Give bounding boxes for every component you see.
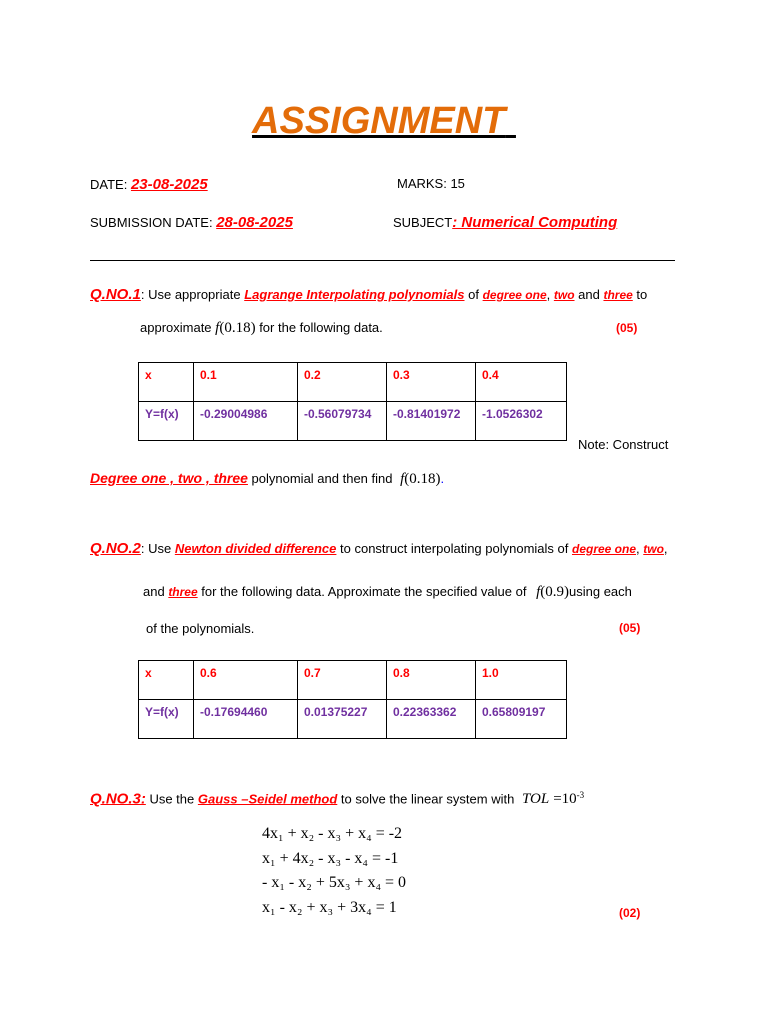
equation-3: - x₁ - x₂ + 5x₃ + x₄ = 0: [262, 874, 407, 891]
header-divider: [90, 260, 675, 261]
q2-method: Newton divided difference: [174, 541, 337, 556]
marks-label: MARKS: 15: [397, 176, 465, 191]
q1-label: Q.NO.1: [90, 286, 141, 303]
table-row: x 0.6 0.7 0.8 1.0: [139, 661, 567, 700]
table-row: x 0.1 0.2 0.3 0.4: [139, 363, 567, 402]
q1-note: Note: Construct: [578, 437, 669, 452]
q1-line2: approximate f(0.18) for the following data.: [140, 320, 383, 336]
q2-marks: (05): [619, 621, 641, 635]
q1-line1: Q.NO.1: Use appropriate Lagrange Interpolating polynomials of degree one, two and three to: [90, 286, 648, 303]
q1-method: Lagrange Interpolating polynomials: [244, 287, 465, 302]
equation-1: 4x₁ + x₂ - x₃ + x₄ = -2: [262, 825, 403, 842]
q1-data-table: [138, 362, 567, 441]
date-label: DATE:: [90, 177, 128, 192]
q2-label: Q.NO.2: [90, 540, 141, 557]
submission-label: SUBMISSION DATE:: [90, 215, 213, 230]
q2-line2: and three for the following data. Approximate the specified value of f(0.9)using each: [143, 584, 632, 600]
page-title: ASSIGNMENT: [252, 100, 506, 142]
subject-line: [393, 214, 617, 231]
submission-line: [90, 214, 293, 231]
q2-line1: Q.NO.2: Use Newton divided difference to construct interpolating polynomials of degree one, two,: [90, 540, 668, 557]
q3-label: Q.NO.3:: [90, 790, 146, 808]
submission-value: 28-08-2025: [216, 214, 293, 231]
q3-line1: Q.NO.3: Use the Gauss –Seidel method to solve the linear system with TOL $=10^{-3}$: [90, 790, 585, 808]
q1-note-line: Degree one , two , three polynomial and then find f(0.18).: [90, 470, 445, 487]
q3-method: Gauss –Seidel method: [197, 791, 338, 807]
subject-value: : Numerical Computing: [452, 214, 618, 231]
equation-2: x₁ + 4x₂ - x₃ - x₄ = -1: [262, 850, 399, 867]
q2-line3: of the polynomials.: [146, 621, 255, 636]
date-line: [90, 176, 208, 193]
subject-label: SUBJECT: [393, 215, 453, 230]
equation-4: x₁ - x₂ + x₃ + 3x₄ = 1: [262, 899, 397, 916]
table-row: Y=f(x) -0.17694460 0.01375227 0.22363362 0.65809197: [139, 700, 567, 739]
table-row: Y=f(x) -0.29004986 -0.56079734 -0.81401972 -1.0526302: [139, 402, 567, 441]
q1-marks: (05): [616, 321, 638, 335]
q2-data-table: [138, 660, 567, 739]
date-value: 23-08-2025: [130, 176, 208, 193]
q3-marks: (02): [619, 906, 641, 920]
